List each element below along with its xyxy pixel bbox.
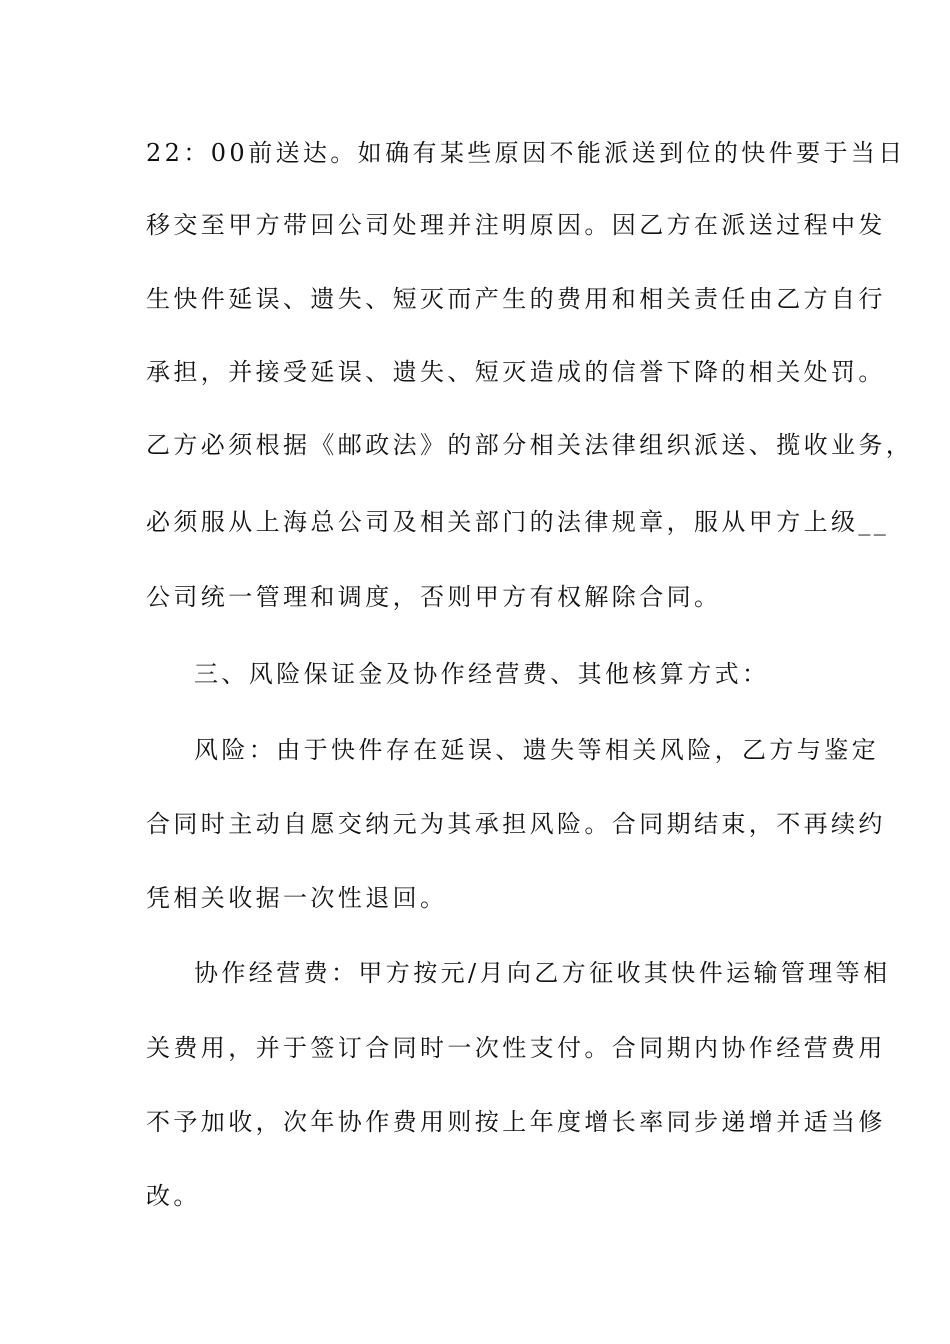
paragraph-line: 改。 bbox=[146, 1182, 201, 1210]
paragraph-line: 22：00前送达。如确有某些原因不能派送到位的快件要于当日 bbox=[146, 139, 906, 167]
section-heading: 三、风险保证金及协作经营费、其他核算方式： bbox=[194, 660, 770, 688]
paragraph-line: 生快件延误、遗失、短灭而产生的费用和相关责任由乙方自行 bbox=[146, 285, 886, 313]
paragraph-line: 协作经营费：甲方按元/月向乙方征收其快件运输管理等相 bbox=[194, 959, 891, 987]
paragraph-line: 乙方必须根据《邮政法》的部分相关法律组织派送、揽收业务， bbox=[146, 431, 914, 459]
paragraph-line: 合同时主动自愿交纳元为其承担风险。合同期结束，不再续约 bbox=[146, 810, 886, 838]
paragraph-line: 关费用，并于签订合同时一次性支付。合同期内协作经营费用 bbox=[146, 1034, 886, 1062]
paragraph-line: 不予加收，次年协作费用则按上年度增长率同步递增并适当修 bbox=[146, 1108, 886, 1136]
paragraph-line: 移交至甲方带回公司处理并注明原因。因乙方在派送过程中发 bbox=[146, 211, 886, 239]
paragraph-line: 必须服从上海总公司及相关部门的法律规章，服从甲方上级__ bbox=[146, 508, 890, 536]
paragraph-line: 凭相关收据一次性退回。 bbox=[146, 884, 448, 912]
paragraph-line: 承担，并接受延误、遗失、短灭造成的信誉下降的相关处罚。 bbox=[146, 358, 886, 386]
paragraph-line: 公司统一管理和调度，否则甲方有权解除合同。 bbox=[146, 583, 722, 611]
paragraph-line: 风险：由于快件存在延误、遗失等相关风险，乙方与鉴定 bbox=[194, 736, 879, 764]
